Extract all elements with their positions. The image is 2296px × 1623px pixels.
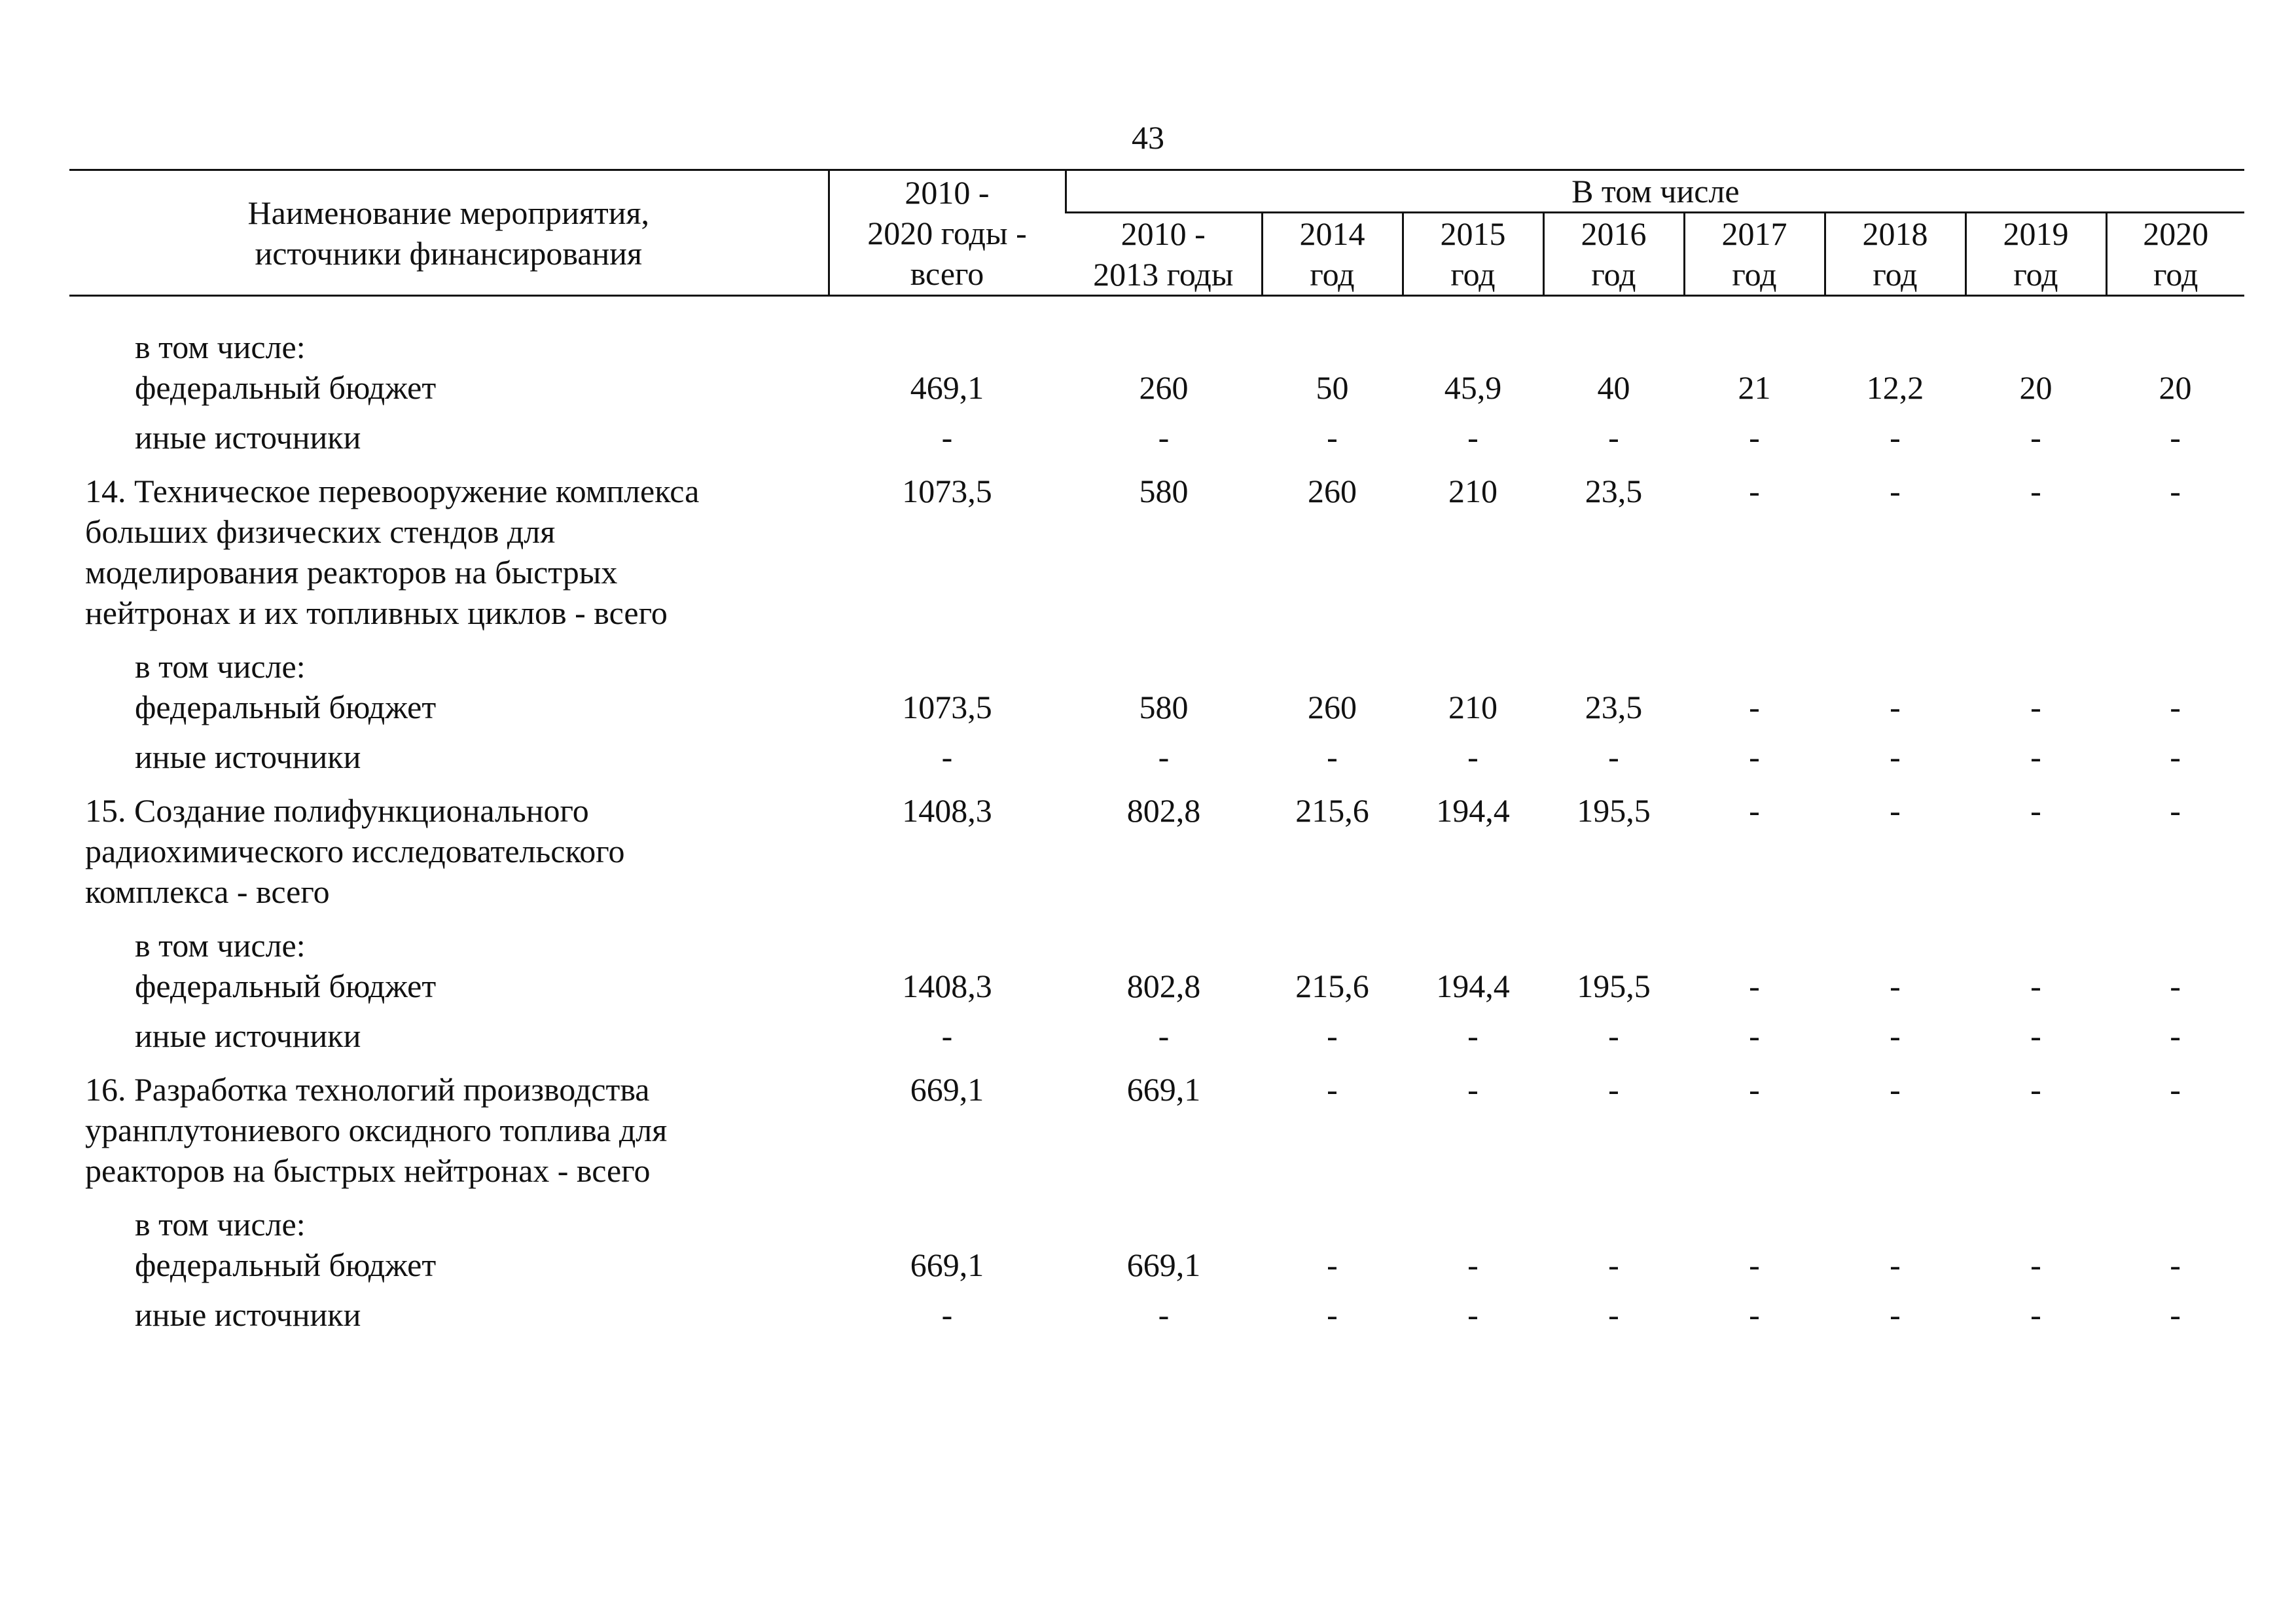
cell-value xyxy=(1543,633,1684,727)
cell-spacer xyxy=(1965,646,2106,687)
cell-value-text: 669,1 xyxy=(1126,1071,1201,1108)
cell-value-text: - xyxy=(1749,689,1760,725)
cell-value xyxy=(1066,1191,1262,1285)
header-year-2017: 2017 год xyxy=(1684,213,1825,296)
cell-value xyxy=(1825,777,1965,912)
cell-value-text: - xyxy=(1158,1296,1170,1333)
cell-value-text: - xyxy=(941,1017,953,1054)
cell-value-text: - xyxy=(2170,1247,2181,1283)
cell-value-text: 20 xyxy=(2019,369,2053,406)
cell-value-text: 469,1 xyxy=(910,369,984,406)
cell-value xyxy=(1066,727,1262,777)
cell-value xyxy=(1262,633,1403,727)
cell-value xyxy=(1066,327,1262,408)
cell-value-text: - xyxy=(1327,1017,1338,1054)
cell-value xyxy=(1965,1285,2106,1335)
cell-spacer xyxy=(1403,925,1543,966)
cell-value xyxy=(1262,727,1403,777)
cell-value-text: - xyxy=(1467,1296,1479,1333)
cell-value xyxy=(1403,408,1543,458)
cell-value xyxy=(829,777,1066,912)
table-body xyxy=(69,296,2244,1336)
header-year-2016: 2016 год xyxy=(1543,213,1684,296)
cell-value-text: 669,1 xyxy=(910,1247,984,1283)
row-label-line: федеральный бюджет xyxy=(135,369,437,406)
cell-spacer xyxy=(1684,925,1825,966)
cell-spacer xyxy=(1066,925,1262,966)
cell-value xyxy=(1262,1056,1403,1191)
cell-value-text: - xyxy=(2030,473,2041,509)
table-header xyxy=(69,170,2244,296)
cell-value xyxy=(1684,1056,1825,1191)
row-label-line: федеральный бюджет xyxy=(135,968,437,1004)
cell-value xyxy=(1825,727,1965,777)
cell-value xyxy=(1403,1191,1543,1285)
cell-value xyxy=(2106,633,2244,727)
cell-value xyxy=(1543,1006,1684,1056)
cell-value xyxy=(1965,727,2106,777)
table-row-source xyxy=(69,1285,2244,1335)
cell-value-text: - xyxy=(1467,1247,1479,1283)
cell-value xyxy=(1403,327,1543,408)
cell-value-text: - xyxy=(1749,1296,1760,1333)
row-label-line: 16. Разработка технологий производства xyxy=(85,1071,650,1108)
cell-value xyxy=(2106,1191,2244,1285)
cell-value-text: - xyxy=(1890,739,1901,775)
cell-spacer xyxy=(1684,327,1825,367)
cell-value-text: - xyxy=(2170,792,2181,829)
cell-value xyxy=(1684,408,1825,458)
cell-value-text: - xyxy=(1608,419,1619,456)
row-label xyxy=(69,458,829,633)
header-year-2015: 2015 год xyxy=(1403,213,1543,296)
cell-value xyxy=(1543,1056,1684,1191)
cell-value-text: 260 xyxy=(1308,473,1357,509)
cell-value-text: - xyxy=(1327,739,1338,775)
table-row-source xyxy=(69,1191,2244,1285)
cell-value xyxy=(1403,458,1543,633)
cell-value-text: - xyxy=(2030,689,2041,725)
cell-value xyxy=(1403,1006,1543,1056)
cell-value xyxy=(1825,408,1965,458)
cell-value-text: - xyxy=(941,419,953,456)
cell-value xyxy=(1403,1285,1543,1335)
cell-value-text: 20 xyxy=(2159,369,2192,406)
cell-value xyxy=(829,1191,1066,1285)
cell-value xyxy=(1543,458,1684,633)
cell-value xyxy=(1262,408,1403,458)
cell-value-text: - xyxy=(1158,419,1170,456)
cell-spacer xyxy=(1825,1204,1965,1245)
cell-value-text: - xyxy=(1890,968,1901,1004)
cell-value-text: - xyxy=(1749,419,1760,456)
cell-value xyxy=(829,1006,1066,1056)
cell-value xyxy=(2106,458,2244,633)
cell-spacer xyxy=(829,327,1066,367)
cell-spacer xyxy=(1825,327,1965,367)
cell-value-text: - xyxy=(2030,792,2041,829)
cell-spacer xyxy=(829,1204,1066,1245)
cell-value xyxy=(1066,1056,1262,1191)
cell-value-text: 210 xyxy=(1448,689,1498,725)
row-label-line: федеральный бюджет xyxy=(135,689,437,725)
row-label-line: нейтронах и их топливных циклов - всего xyxy=(85,594,668,631)
cell-value-text: - xyxy=(1327,1296,1338,1333)
cell-value-text: - xyxy=(941,1296,953,1333)
row-label-line: 15. Создание полифункционального xyxy=(85,792,589,829)
cell-value-text: - xyxy=(2170,1071,2181,1108)
cell-value-text: - xyxy=(2170,419,2181,456)
cell-value-text: - xyxy=(2030,739,2041,775)
cell-spacer xyxy=(829,925,1066,966)
cell-value-text: - xyxy=(2030,1296,2041,1333)
cell-value-text: 802,8 xyxy=(1126,968,1201,1004)
page-number: 43 xyxy=(1132,119,1164,156)
cell-value xyxy=(1262,1191,1403,1285)
cell-value-text: - xyxy=(1608,1247,1619,1283)
cell-value xyxy=(2106,1285,2244,1335)
cell-spacer xyxy=(2106,327,2244,367)
header-year-2014: 2014 год xyxy=(1262,213,1403,296)
cell-value-text: - xyxy=(1890,473,1901,509)
table-row-source xyxy=(69,727,2244,777)
cell-value-text: - xyxy=(1608,739,1619,775)
cell-value-text: - xyxy=(1327,419,1338,456)
cell-value xyxy=(1684,1285,1825,1335)
cell-value xyxy=(1066,777,1262,912)
cell-value xyxy=(2106,1006,2244,1056)
cell-value xyxy=(829,1056,1066,1191)
row-label-line: в том числе: xyxy=(135,927,306,964)
cell-value-text: - xyxy=(1890,419,1901,456)
cell-value-text: - xyxy=(2170,1296,2181,1333)
cell-value xyxy=(1825,1006,1965,1056)
cell-value xyxy=(1965,633,2106,727)
cell-value xyxy=(2106,327,2244,408)
table-row-source xyxy=(69,912,2244,1006)
cell-spacer xyxy=(1262,1204,1403,1245)
row-label-line: федеральный бюджет xyxy=(135,1247,437,1283)
cell-value xyxy=(1684,458,1825,633)
header-year-2019: 2019 год xyxy=(1965,213,2106,296)
cell-value xyxy=(1965,1006,2106,1056)
cell-value xyxy=(1825,912,1965,1006)
cell-value xyxy=(829,1285,1066,1335)
row-label-line: реакторов на быстрых нейтронах - всего xyxy=(85,1152,651,1189)
cell-value xyxy=(829,327,1066,408)
cell-value-text: 1073,5 xyxy=(902,473,992,509)
row-label-line: иные источники xyxy=(135,419,361,456)
cell-value xyxy=(2106,408,2244,458)
cell-value xyxy=(1684,1191,1825,1285)
cell-value-text: - xyxy=(1749,739,1760,775)
cell-value-text: - xyxy=(2170,473,2181,509)
cell-value xyxy=(1066,633,1262,727)
row-label-line: иные источники xyxy=(135,1017,361,1054)
row-label xyxy=(69,327,829,408)
cell-value xyxy=(2106,777,2244,912)
cell-value-text: - xyxy=(1890,689,1901,725)
cell-value-text: 215,6 xyxy=(1295,792,1369,829)
cell-value-text: 21 xyxy=(1738,369,1771,406)
cell-value xyxy=(1965,408,2106,458)
cell-value-text: 195,5 xyxy=(1577,968,1651,1004)
cell-value-text: - xyxy=(2030,968,2041,1004)
cell-value xyxy=(1684,327,1825,408)
cell-value-text: 40 xyxy=(1597,369,1630,406)
cell-value xyxy=(829,633,1066,727)
cell-value-text: 210 xyxy=(1448,473,1498,509)
cell-value-text: 580 xyxy=(1139,689,1189,725)
cell-value-text: 194,4 xyxy=(1436,968,1510,1004)
cell-value xyxy=(1684,912,1825,1006)
cell-spacer xyxy=(1543,925,1684,966)
row-label xyxy=(69,777,829,912)
header-name-column: Наименование мероприятия, источники финансирования xyxy=(69,170,829,296)
cell-value xyxy=(1825,633,1965,727)
cell-value xyxy=(1825,1285,1965,1335)
row-label xyxy=(69,1056,829,1191)
cell-spacer xyxy=(1066,646,1262,687)
cell-value-text: - xyxy=(1327,1071,1338,1108)
cell-value-text: - xyxy=(1890,1071,1901,1108)
cell-value xyxy=(1965,458,2106,633)
table-row-item xyxy=(69,777,2244,912)
row-label-line: в том числе: xyxy=(135,648,306,685)
cell-spacer xyxy=(2106,646,2244,687)
cell-value-text: 260 xyxy=(1308,689,1357,725)
cell-value-text: - xyxy=(1890,1247,1901,1283)
cell-value xyxy=(1403,633,1543,727)
row-label xyxy=(69,633,829,727)
cell-value xyxy=(1965,327,2106,408)
cell-spacer xyxy=(1403,327,1543,367)
row-label xyxy=(69,408,829,458)
cell-value xyxy=(1543,912,1684,1006)
cell-value-text: 23,5 xyxy=(1585,473,1643,509)
cell-spacer xyxy=(1066,1204,1262,1245)
cell-value-text: 23,5 xyxy=(1585,689,1643,725)
cell-value-text: - xyxy=(1749,792,1760,829)
row-label-line: больших физических стендов для xyxy=(85,513,556,550)
row-label xyxy=(69,1006,829,1056)
cell-value-text: 45,9 xyxy=(1444,369,1502,406)
cell-value-text: 194,4 xyxy=(1436,792,1510,829)
cell-value-text: 1408,3 xyxy=(902,968,992,1004)
cell-value xyxy=(1403,727,1543,777)
cell-value xyxy=(1825,1191,1965,1285)
cell-value-text: - xyxy=(1467,419,1479,456)
cell-value-text: - xyxy=(1158,739,1170,775)
cell-value-text: - xyxy=(2170,968,2181,1004)
cell-value xyxy=(1403,777,1543,912)
cell-value xyxy=(1066,1006,1262,1056)
row-label-line: уранплутониевого оксидного топлива для xyxy=(85,1112,668,1148)
cell-value xyxy=(1543,777,1684,912)
cell-value xyxy=(1262,777,1403,912)
row-label xyxy=(69,1191,829,1285)
cell-value-text: 1408,3 xyxy=(902,792,992,829)
cell-spacer xyxy=(1965,925,2106,966)
header-total-column: 2010 - 2020 годы - всего xyxy=(829,170,1066,296)
cell-spacer xyxy=(1066,327,1262,367)
cell-value-text: - xyxy=(1749,1071,1760,1108)
cell-spacer xyxy=(1825,646,1965,687)
header-year-2018: 2018 год xyxy=(1825,213,1965,296)
cell-value-text: - xyxy=(1467,1071,1479,1108)
row-label-line: иные источники xyxy=(135,1296,361,1333)
cell-spacer xyxy=(829,646,1066,687)
header-group-label: В том числе xyxy=(1066,170,2244,213)
cell-spacer xyxy=(1262,925,1403,966)
row-label-line: в том числе: xyxy=(135,329,306,365)
cell-value xyxy=(1066,458,1262,633)
cell-value xyxy=(2106,1056,2244,1191)
cell-value xyxy=(1262,458,1403,633)
cell-value xyxy=(1262,912,1403,1006)
table-row-source xyxy=(69,327,2244,408)
cell-value-text: - xyxy=(1327,1247,1338,1283)
table-row-item xyxy=(69,458,2244,633)
cell-value-text: 260 xyxy=(1139,369,1189,406)
cell-spacer xyxy=(1403,646,1543,687)
cell-spacer xyxy=(2106,925,2244,966)
cell-value xyxy=(1825,458,1965,633)
cell-value xyxy=(829,408,1066,458)
cell-value-text: - xyxy=(2030,419,2041,456)
cell-value-text: - xyxy=(1608,1071,1619,1108)
cell-value-text: - xyxy=(1749,1017,1760,1054)
cell-value-text: - xyxy=(1749,1247,1760,1283)
table-row-source xyxy=(69,1006,2244,1056)
cell-spacer xyxy=(1543,646,1684,687)
row-label-line: 14. Техническое перевооружение комплекса xyxy=(85,473,700,509)
cell-value-text: - xyxy=(941,739,953,775)
table-row-source xyxy=(69,408,2244,458)
cell-value-text: - xyxy=(2030,1071,2041,1108)
cell-value xyxy=(1825,1056,1965,1191)
cell-value xyxy=(1543,327,1684,408)
cell-value-text: - xyxy=(1890,792,1901,829)
cell-value-text: - xyxy=(1890,1017,1901,1054)
row-label-line: радиохимического исследовательского xyxy=(85,833,625,869)
cell-value-text: - xyxy=(2170,1017,2181,1054)
cell-value xyxy=(1965,777,2106,912)
cell-value xyxy=(1965,1056,2106,1191)
cell-value-text: - xyxy=(2030,1247,2041,1283)
cell-value xyxy=(1684,727,1825,777)
cell-value xyxy=(1684,1006,1825,1056)
cell-value-text: 215,6 xyxy=(1295,968,1369,1004)
header-year-2010-2013: 2010 - 2013 годы xyxy=(1066,213,1262,296)
cell-value xyxy=(1262,1006,1403,1056)
cell-value-text: 669,1 xyxy=(910,1071,984,1108)
cell-value-text: - xyxy=(1467,739,1479,775)
cell-spacer xyxy=(1543,327,1684,367)
cell-value xyxy=(1684,633,1825,727)
cell-value xyxy=(829,912,1066,1006)
cell-value-text: - xyxy=(1158,1017,1170,1054)
cell-value-text: 580 xyxy=(1139,473,1189,509)
cell-value xyxy=(1825,327,1965,408)
cell-spacer xyxy=(1262,646,1403,687)
cell-value-text: 1073,5 xyxy=(902,689,992,725)
cell-value xyxy=(829,727,1066,777)
cell-value-text: 195,5 xyxy=(1577,792,1651,829)
table-row-item xyxy=(69,1056,2244,1191)
cell-value-text: - xyxy=(1749,473,1760,509)
row-label xyxy=(69,1285,829,1335)
header-year-2020: 2020 год xyxy=(2106,213,2244,296)
cell-spacer xyxy=(1684,646,1825,687)
row-label xyxy=(69,912,829,1006)
cell-value-text: 669,1 xyxy=(1126,1247,1201,1283)
row-label-line: в том числе: xyxy=(135,1206,306,1243)
row-label-line: иные источники xyxy=(135,739,361,775)
cell-value xyxy=(1965,1191,2106,1285)
cell-value-text: - xyxy=(2030,1017,2041,1054)
cell-value xyxy=(1403,1056,1543,1191)
cell-value xyxy=(2106,912,2244,1006)
cell-value-text: - xyxy=(1749,968,1760,1004)
financing-table xyxy=(69,169,2244,1335)
cell-value-text: - xyxy=(1467,1017,1479,1054)
cell-spacer xyxy=(1262,327,1403,367)
cell-value xyxy=(1403,912,1543,1006)
cell-value-text: - xyxy=(2170,739,2181,775)
cell-value xyxy=(1066,408,1262,458)
cell-spacer xyxy=(1543,1204,1684,1245)
cell-value-text: - xyxy=(1608,1017,1619,1054)
cell-spacer xyxy=(1403,1204,1543,1245)
row-label-line: комплекса - всего xyxy=(85,873,330,910)
cell-value xyxy=(1543,727,1684,777)
cell-value-text: - xyxy=(1890,1296,1901,1333)
cell-value xyxy=(1262,327,1403,408)
cell-value xyxy=(1965,912,2106,1006)
row-label-line: моделирования реакторов на быстрых xyxy=(85,554,618,591)
cell-value-text: 802,8 xyxy=(1126,792,1201,829)
cell-value xyxy=(1543,1285,1684,1335)
cell-spacer xyxy=(1825,925,1965,966)
row-label xyxy=(69,727,829,777)
cell-spacer xyxy=(1965,1204,2106,1245)
cell-value-text: - xyxy=(1608,1296,1619,1333)
cell-spacer xyxy=(1965,327,2106,367)
cell-value xyxy=(1684,777,1825,912)
cell-value xyxy=(829,458,1066,633)
cell-value xyxy=(2106,727,2244,777)
cell-spacer xyxy=(2106,1204,2244,1245)
cell-value xyxy=(1543,408,1684,458)
cell-value xyxy=(1543,1191,1684,1285)
cell-value-text: 12,2 xyxy=(1866,369,1924,406)
table-row-source xyxy=(69,633,2244,727)
cell-value xyxy=(1066,912,1262,1006)
cell-value xyxy=(1066,1285,1262,1335)
cell-value-text: 50 xyxy=(1316,369,1349,406)
cell-value xyxy=(1262,1285,1403,1335)
cell-value-text: - xyxy=(2170,689,2181,725)
cell-spacer xyxy=(1684,1204,1825,1245)
